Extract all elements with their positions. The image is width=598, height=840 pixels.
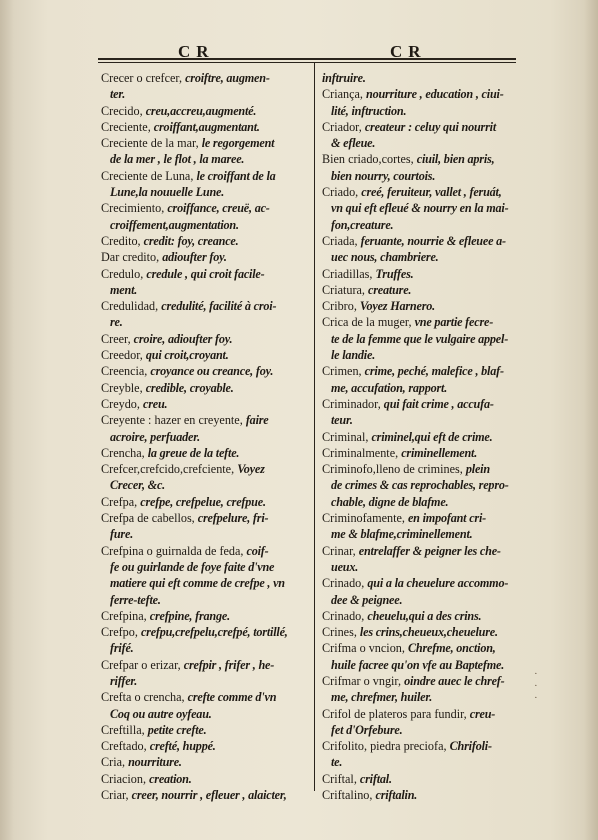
- entry-translation: ferre-tefte.: [110, 592, 161, 607]
- entry-headword: Crifol de plateros para fundir,: [322, 706, 470, 721]
- dictionary-entry: [101, 771, 306, 787]
- entry-translation: inftruire.: [322, 71, 366, 85]
- entry-headword: Crinado,: [322, 608, 368, 623]
- entry-translation: feruante, nourrie & efleuee a-: [360, 233, 506, 248]
- entry-translation: qui fait crime , accufa-: [383, 396, 494, 411]
- entry-headword: Crefpo,: [101, 625, 141, 640]
- entry-translation: cheuelu,qui a des crins.: [367, 608, 482, 623]
- entry-headword: Cria,: [101, 755, 129, 770]
- entry-translation: fon,creature.: [331, 217, 394, 232]
- entry-translation: en impofant cri-: [407, 511, 487, 526]
- dictionary-entry: [101, 543, 306, 608]
- dictionary-entry: [101, 168, 306, 201]
- dictionary-entry: [322, 640, 517, 673]
- entry-translation: credit: foy, creance.: [143, 233, 239, 248]
- dictionary-entry: [322, 86, 517, 119]
- entry-headword: Cribro,: [322, 299, 360, 314]
- dictionary-entry: [101, 249, 306, 265]
- entry-headword: Creciente,: [101, 119, 154, 134]
- entry-translation: oindre auec le chref-: [404, 673, 505, 688]
- entry-translation: croiffant,augmentant.: [153, 119, 260, 134]
- entry-headword: Creydo,: [101, 396, 143, 411]
- entry-headword: Bien criado,cortes,: [322, 152, 417, 167]
- entry-translation: crefté, huppé.: [149, 739, 216, 754]
- dictionary-entry: [101, 754, 306, 770]
- entry-headword: Criança,: [322, 87, 366, 102]
- entry-translation: uec nous, chambriere.: [331, 250, 439, 265]
- entry-translation: vn qui eft efleué & nourry en la mai-: [331, 201, 509, 216]
- column-divider: [314, 63, 315, 791]
- dictionary-entry: [101, 738, 306, 754]
- entry-translation: faire: [245, 413, 269, 428]
- dictionary-entry: [101, 608, 306, 624]
- header-rule-thin: [98, 62, 516, 63]
- dictionary-entry: [101, 510, 306, 543]
- entry-headword: Criar,: [101, 788, 132, 803]
- entry-headword: Crines,: [322, 625, 360, 640]
- entry-headword: Crecido,: [101, 103, 146, 118]
- dictionary-entry: [101, 266, 306, 299]
- entry-translation: ciuil, bien apris,: [416, 152, 495, 167]
- entry-headword: Creer,: [101, 331, 134, 346]
- entry-translation: entrelaffer & peigner les che-: [358, 543, 501, 558]
- entry-translation: teur.: [331, 413, 353, 428]
- entry-translation: ter.: [110, 87, 126, 102]
- entry-headword: Creyble,: [101, 380, 146, 395]
- entry-headword: Creftilla,: [101, 722, 148, 737]
- entry-headword: Crefcer,crefcido,crefciente,: [101, 462, 238, 477]
- entry-translation: crefpu,crefpelu,crefpé, tortillé,: [140, 625, 288, 640]
- entry-translation: fet d'Orfebure.: [331, 722, 403, 737]
- entry-headword: Criatura,: [322, 282, 369, 297]
- dictionary-entry: [322, 445, 517, 461]
- dictionary-entry: [322, 510, 517, 543]
- entry-translation: creu-: [469, 706, 496, 721]
- right-column: [322, 70, 517, 803]
- entry-translation: te.: [331, 755, 343, 770]
- entry-translation: fe ou guirlande de foye faite d'vne: [110, 559, 275, 574]
- dictionary-entry: [101, 70, 306, 103]
- entry-headword: Crica de la muger,: [322, 315, 415, 330]
- entry-translation: Voyez: [237, 462, 265, 477]
- entry-translation: crefpe, crefpelue, crefpue.: [140, 494, 266, 509]
- entry-translation: Voyez Harnero.: [359, 299, 435, 314]
- entry-translation: dee & peignee.: [331, 592, 403, 607]
- entry-translation: te de la femme que le vulgaire appel-: [331, 331, 509, 346]
- entry-headword: Crinar,: [322, 543, 359, 558]
- dictionary-entry: [322, 543, 517, 576]
- dictionary-entry: [101, 689, 306, 722]
- entry-headword: Criminofamente,: [322, 511, 408, 526]
- entry-translation: croiftre, augmen-: [185, 71, 270, 85]
- entry-translation: le landie.: [331, 348, 376, 363]
- entry-headword: Criado,: [322, 185, 362, 200]
- dictionary-entry: [322, 608, 517, 624]
- dictionary-entry: [322, 151, 517, 184]
- entry-translation: nourriture.: [128, 755, 182, 770]
- entry-translation: credible, croyable.: [145, 380, 234, 395]
- entry-translation: re.: [110, 315, 123, 330]
- entry-translation: creer, nourrir , efleuer , alaicter,: [131, 788, 287, 803]
- entry-headword: Credito,: [101, 233, 144, 248]
- entry-translation: crime, peché, malefice , blaf-: [364, 364, 504, 379]
- entry-headword: Criador,: [322, 119, 365, 134]
- dictionary-entry: [322, 738, 517, 771]
- entry-headword: Crifolito, piedra preciofa,: [322, 739, 450, 754]
- header-right: CR: [390, 42, 427, 61]
- entry-translation: adioufter foy.: [162, 250, 227, 265]
- entry-translation: crefte comme d'vn: [187, 690, 277, 705]
- dictionary-entry: [322, 266, 517, 282]
- dictionary-entry: [322, 706, 517, 739]
- entry-translation: nourriture , education , ciui-: [366, 87, 504, 102]
- entry-translation: creé, feruiteur, vallet , feruát,: [361, 185, 502, 200]
- dictionary-entry: [101, 657, 306, 690]
- dictionary-entry: [101, 135, 306, 168]
- entry-translation: petite crefte.: [147, 722, 207, 737]
- entry-translation: coif-: [246, 543, 269, 558]
- entry-translation: me, chrefmer, huiler.: [331, 690, 433, 705]
- entry-translation: Coq ou autre oyfeau.: [110, 706, 212, 721]
- dictionary-entry: [322, 396, 517, 429]
- entry-translation: qui croit,croyant.: [145, 348, 229, 363]
- dictionary-entry: [322, 787, 517, 803]
- dictionary-entry: [101, 119, 306, 135]
- entry-headword: Crifma o vncion,: [322, 641, 408, 656]
- dictionary-entry: [101, 103, 306, 119]
- entry-headword: Crefpina,: [101, 608, 150, 623]
- entry-headword: Crefta o crencha,: [101, 690, 188, 705]
- dictionary-entry: [101, 461, 306, 494]
- entry-translation: createur : celuy qui nourrit: [364, 119, 497, 134]
- dictionary-entry: [322, 282, 517, 298]
- entry-translation: croiffance, creuë, ac-: [167, 201, 270, 216]
- entry-headword: Creedor,: [101, 348, 146, 363]
- entry-translation: chable, digne de blafme.: [331, 494, 449, 509]
- entry-headword: Crinado,: [322, 576, 368, 591]
- entry-translation: vne partie fecre-: [414, 315, 494, 330]
- entry-translation: fure.: [110, 527, 134, 542]
- entry-headword: Crifmar o vngir,: [322, 673, 405, 688]
- entry-translation: Chrefme, onction,: [407, 641, 496, 656]
- header-left: CR: [178, 42, 215, 61]
- dictionary-entry: [322, 119, 517, 152]
- entry-headword: Criminofo,lleno de crimines,: [322, 462, 466, 477]
- entry-headword: Creftado,: [101, 739, 150, 754]
- entry-translation: Truffes.: [375, 266, 414, 281]
- entry-headword: Criminador,: [322, 396, 384, 411]
- dictionary-entry: [322, 461, 517, 510]
- entry-translation: Crecer, &c.: [110, 478, 165, 493]
- entry-headword: Crencha,: [101, 445, 148, 460]
- dictionary-entry: [101, 624, 306, 657]
- entry-headword: Crefpina o guirnalda de feda,: [101, 543, 247, 558]
- dictionary-entry: [101, 722, 306, 738]
- entry-headword: Criftal,: [322, 771, 360, 786]
- entry-headword: Creciente de Luna,: [101, 168, 197, 183]
- entry-translation: criftal.: [359, 771, 392, 786]
- margin-mark: · · ·: [534, 668, 538, 704]
- dictionary-entry: [101, 396, 306, 412]
- entry-translation: me & blafme,criminellement.: [331, 527, 473, 542]
- dictionary-entry: [322, 70, 517, 86]
- entry-translation: ueux.: [331, 559, 359, 574]
- entry-translation: creu,accreu,augmenté.: [145, 103, 257, 118]
- dictionary-entry: [101, 233, 306, 249]
- entry-translation: crefpine, frange.: [149, 608, 230, 623]
- dictionary-entry: [322, 771, 517, 787]
- entry-translation: criminel,qui eft de crime.: [371, 429, 493, 444]
- page-edge-shadow: [584, 0, 598, 840]
- dictionary-entry: [101, 494, 306, 510]
- entry-translation: Lune,la nouuelle Lune.: [110, 185, 225, 200]
- entry-translation: qui a la cheuelure accommo-: [367, 576, 509, 591]
- entry-headword: Creencia,: [101, 364, 151, 379]
- entry-headword: Criada,: [322, 233, 361, 248]
- entry-headword: Crefpar o erizar,: [101, 657, 184, 672]
- dictionary-entry: [322, 429, 517, 445]
- entry-translation: le regorgement: [201, 136, 275, 151]
- entry-translation: le croiffant de la: [196, 168, 276, 183]
- entry-headword: Creyente : hazer en creyente,: [101, 413, 246, 428]
- entry-translation: acroire, perfuader.: [110, 429, 200, 444]
- dictionary-entry: [101, 787, 306, 803]
- entry-translation: crefpelure, fri-: [197, 511, 269, 526]
- dictionary-entry: [101, 445, 306, 461]
- entry-headword: Criminal,: [322, 429, 372, 444]
- entry-headword: Criminalmente,: [322, 445, 402, 460]
- dictionary-entry: [101, 298, 306, 331]
- dictionary-entry: [322, 673, 517, 706]
- entry-translation: matiere qui eft comme de crefpe , vn: [110, 576, 285, 591]
- entry-headword: Dar credito,: [101, 250, 163, 265]
- dictionary-entry: [322, 233, 517, 266]
- page-edge-shadow: [0, 0, 14, 840]
- running-header: [100, 38, 513, 61]
- entry-headword: Crefpa de cabellos,: [101, 511, 198, 526]
- entry-headword: Credulo,: [101, 266, 147, 281]
- entry-headword: Crefpa,: [101, 494, 141, 509]
- entry-translation: criminellement.: [401, 445, 478, 460]
- left-column: [101, 70, 306, 803]
- entry-translation: croyance ou creance, foy.: [150, 364, 274, 379]
- entry-headword: Crimen,: [322, 364, 365, 379]
- entry-translation: me, accufation, rapport.: [331, 380, 448, 395]
- entry-translation: crefpir , frifer , he-: [183, 657, 275, 672]
- entry-translation: plein: [465, 462, 490, 477]
- dictionary-entry: [101, 200, 306, 233]
- dictionary-entry: [101, 412, 306, 445]
- dictionary-entry: [322, 363, 517, 396]
- dictionary-entry: [101, 363, 306, 379]
- entry-translation: frifé.: [110, 641, 134, 656]
- entry-translation: les crins,cheueux,cheuelure.: [359, 625, 498, 640]
- entry-translation: la greue de la tefte.: [147, 445, 240, 460]
- entry-translation: huile facree qu'on vfe au Baptefme.: [331, 657, 505, 672]
- dictionary-entry: [101, 380, 306, 396]
- header-rule: [98, 58, 516, 60]
- entry-translation: de la mer , le flot , la maree.: [110, 152, 245, 167]
- dictionary-entry: [101, 331, 306, 347]
- dictionary-entry: [101, 347, 306, 363]
- dictionary-entry: [322, 314, 517, 363]
- entry-headword: Credulidad,: [101, 299, 162, 314]
- entry-translation: bien nourry, courtois.: [331, 168, 436, 183]
- entry-translation: Chrifoli-: [449, 739, 492, 754]
- dictionary-entry: [322, 184, 517, 233]
- entry-translation: creature.: [368, 282, 412, 297]
- dictionary-entry: [322, 624, 517, 640]
- dictionary-entry: [322, 575, 517, 608]
- entry-translation: credule , qui croit facile-: [146, 266, 265, 281]
- entry-translation: creation.: [149, 771, 192, 786]
- entry-translation: criftalin.: [375, 788, 418, 803]
- entry-translation: de crimes & cas reprochables, repro-: [331, 478, 509, 493]
- entry-headword: Criftalino,: [322, 788, 376, 803]
- entry-headword: Crecer o crefcer,: [101, 71, 186, 85]
- entry-translation: croire, adioufter foy.: [133, 331, 233, 346]
- entry-headword: Crecimiento,: [101, 201, 168, 216]
- entry-translation: ment.: [110, 282, 138, 297]
- dictionary-entry: [322, 298, 517, 314]
- entry-headword: Criadillas,: [322, 266, 376, 281]
- entry-translation: & efleue.: [331, 136, 376, 151]
- entry-translation: creu.: [142, 396, 168, 411]
- entry-headword: Criacion,: [101, 771, 150, 786]
- entry-translation: credulité, facilité à croi-: [161, 299, 277, 314]
- entry-translation: lité, inftruction.: [331, 103, 407, 118]
- entry-translation: riffer.: [110, 673, 138, 688]
- entry-translation: croiffement,augmentation.: [110, 217, 239, 232]
- entry-headword: Creciente de la mar,: [101, 136, 202, 151]
